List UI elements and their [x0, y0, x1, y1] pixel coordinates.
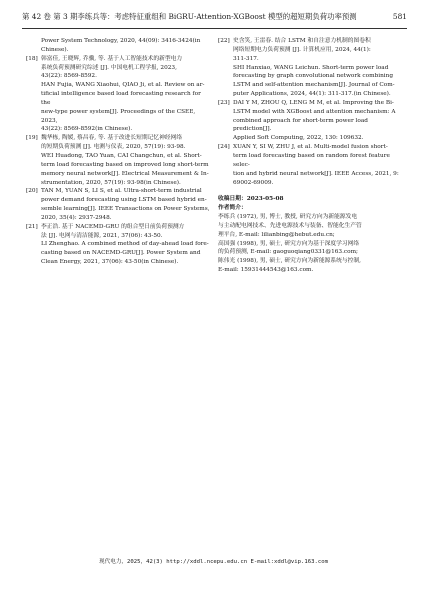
author-bio-line: E-mail: 15931444543@163.com. [218, 267, 314, 274]
reference-line: memory neural network[J]. Electrical Measurement & In- [41, 170, 209, 177]
reference-item [218, 37, 402, 99]
right-reference-list [218, 37, 402, 187]
reference-line: 法 [J]. 电网与清洁能源, 2021, 37(06): 43-50. [41, 232, 163, 239]
right-column [218, 37, 402, 275]
reference-line: tion and hybrid neural network[J]. IEEE Access, 2021, 9: [233, 170, 399, 177]
reference-number: [24] [218, 144, 230, 151]
reference-number: [18] [26, 55, 38, 62]
reference-line: term load forecasting based on random forest feature selec- [233, 152, 390, 168]
received-date: 收稿日期：2023-05-08 [218, 196, 284, 203]
reference-line: 韩富佳, 王晓辉, 乔骥, 等. 基于人工智能技术的新型电力 [41, 55, 183, 62]
page-number: 581 [392, 12, 407, 21]
author-bio-line: 理平台, E-mail: lilianbing@hebut.edu.cn; [218, 231, 335, 238]
left-column [26, 37, 210, 267]
reference-number: [23] [218, 99, 230, 106]
running-title: 第 42 卷 第 3 期李练兵等：考虑特征重组和 BiGRU-Attention-XGBoost 模型的超短期负荷功率预测 [22, 12, 357, 21]
reference-item [218, 99, 402, 143]
running-header [22, 12, 407, 22]
reference-line: LI Zhenghao. A combined method of day-ahead load fore- [41, 241, 209, 248]
reference-number: [20] [26, 188, 38, 195]
reference-line: forecasting by graph convolutional network combining [233, 73, 394, 80]
author-bio [218, 213, 402, 240]
author-bio [218, 257, 402, 275]
reference-line: tificial intelligence based load forecasting research for the [41, 91, 201, 106]
reference-line: 43(22): 8569-8592(in Chinese). [41, 126, 133, 133]
reference-line: 69002-69009. [233, 179, 274, 186]
reference-line: Clean Energy, 2021, 37(06): 43-50(in Chinese). [41, 259, 179, 266]
reference-item [26, 134, 210, 187]
reference-continuation: Power System Technology, 2020, 44(09): 3416-3424(in Chinese). [41, 38, 201, 53]
reference-line: TAN M, YUAN S, LI S, et al. Ultra-short-term industrial [41, 188, 202, 195]
reference-line: LSTM model with XGBoost and attention mechanism: A [233, 108, 396, 115]
reference-line: 网络短期电力负荷预测 [J]. 计算机应用, 2024, 44(1): [233, 46, 371, 53]
author-bio-line: 的负荷预测, E-mail: gaoguoqiang0331@163.com; [218, 249, 358, 256]
article-metadata [218, 195, 402, 275]
reference-number: [21] [26, 223, 38, 230]
reference-line: 魏华栋, 陶媛, 蔡昌春, 等. 基于改进长短期记忆神经网络 [41, 135, 183, 142]
reference-item [26, 223, 210, 267]
reference-line: strumentation, 2020, 57(19): 93-98(in Chinese). [41, 179, 181, 186]
left-reference-list [26, 55, 210, 267]
reference-number: [19] [26, 135, 38, 142]
reference-line: 311-317. [233, 55, 259, 62]
reference-line: 的短期负荷预测 [J]. 电测与仪表, 2020, 57(19): 93-98. [41, 144, 186, 151]
reference-number: [22] [218, 38, 230, 44]
reference-item [218, 143, 402, 187]
reference-line: new-type power system[J]. Proceedings of the CSEE, 2023, [41, 108, 196, 124]
reference-line: power demand forecasting using LSTM based hybrid en- [41, 197, 207, 204]
reference-line: casting based on NACEMD-GRU[J]. Power System and [41, 250, 201, 257]
reference-line: Applied Soft Computing, 2022, 130: 109632. [233, 135, 364, 142]
authors-label: 作者简介： [218, 205, 247, 212]
author-bio-line: 与主动配电网技术、先进电源技术与装备、智能化生产管 [218, 222, 362, 229]
reference-line: WEI Huadong, TAO Yuan, CAI Changchun, et al. Short- [41, 152, 202, 159]
reference-line: SHI Hanxiao, WANG Leichun. Short-term power load [233, 64, 389, 71]
reference-line: term load forecasting based on improved long short-term [41, 161, 209, 168]
reference-line: XUAN Y, SI W, ZHU J, et al. Multi-model fusion short- [233, 144, 388, 151]
reference-line: HAN Fujia, WANG Xiaohui, QIAO Ji, et al. Review on ar- [41, 82, 205, 89]
reference-line: combined approach for short-term power load prediction[J]. [233, 117, 368, 133]
reference-item [26, 55, 210, 135]
author-bio-line: 李练兵 (1972), 男, 博士, 教授, 研究方向为新能源发电 [218, 214, 358, 221]
page-footer: 现代电力，2025，42(3) http://xddl.ncepu.edu.cn E-mail:xddl@vip.163.com [99, 559, 328, 565]
reference-line: 李正浩. 基于 NACEMD-GRU 的组合型日前负荷预测方 [41, 223, 185, 230]
author-bio [218, 240, 402, 258]
reference-line: 系统负荷预测研究综述 [J]. 中国电机工程学报, 2023, [41, 64, 177, 71]
reference-line: 43(22): 8569-8592. [41, 73, 97, 80]
author-bio-line: 陈伟光 (1998), 男, 硕士, 研究方向为新能源系统与控制, [218, 258, 361, 265]
author-bio-line: 高国强 (1998), 男, 硕士, 研究方向为基于深度学习网络 [218, 240, 360, 247]
reference-line: DAI Y M, ZHOU Q, LENG M M, et al. Improving the Bi- [233, 99, 394, 106]
header-rule [22, 28, 407, 29]
author-biographies [218, 213, 402, 275]
reference-line: puter Applications, 2024, 44(1): 311-317.(in Chinese). [233, 91, 391, 98]
reference-line: 2020, 35(4): 2937-2948. [41, 214, 112, 221]
reference-line: semble learning[J]. IEEE Transactions on Power Systems, [41, 206, 210, 213]
reference-item [26, 187, 210, 222]
reference-line: 史含笑, 王雷春. 结合 LSTM 和自注意力机制的图卷积 [233, 38, 371, 44]
reference-line: LSTM and self-attention mechanism[J]. Journal of Com- [233, 82, 395, 89]
